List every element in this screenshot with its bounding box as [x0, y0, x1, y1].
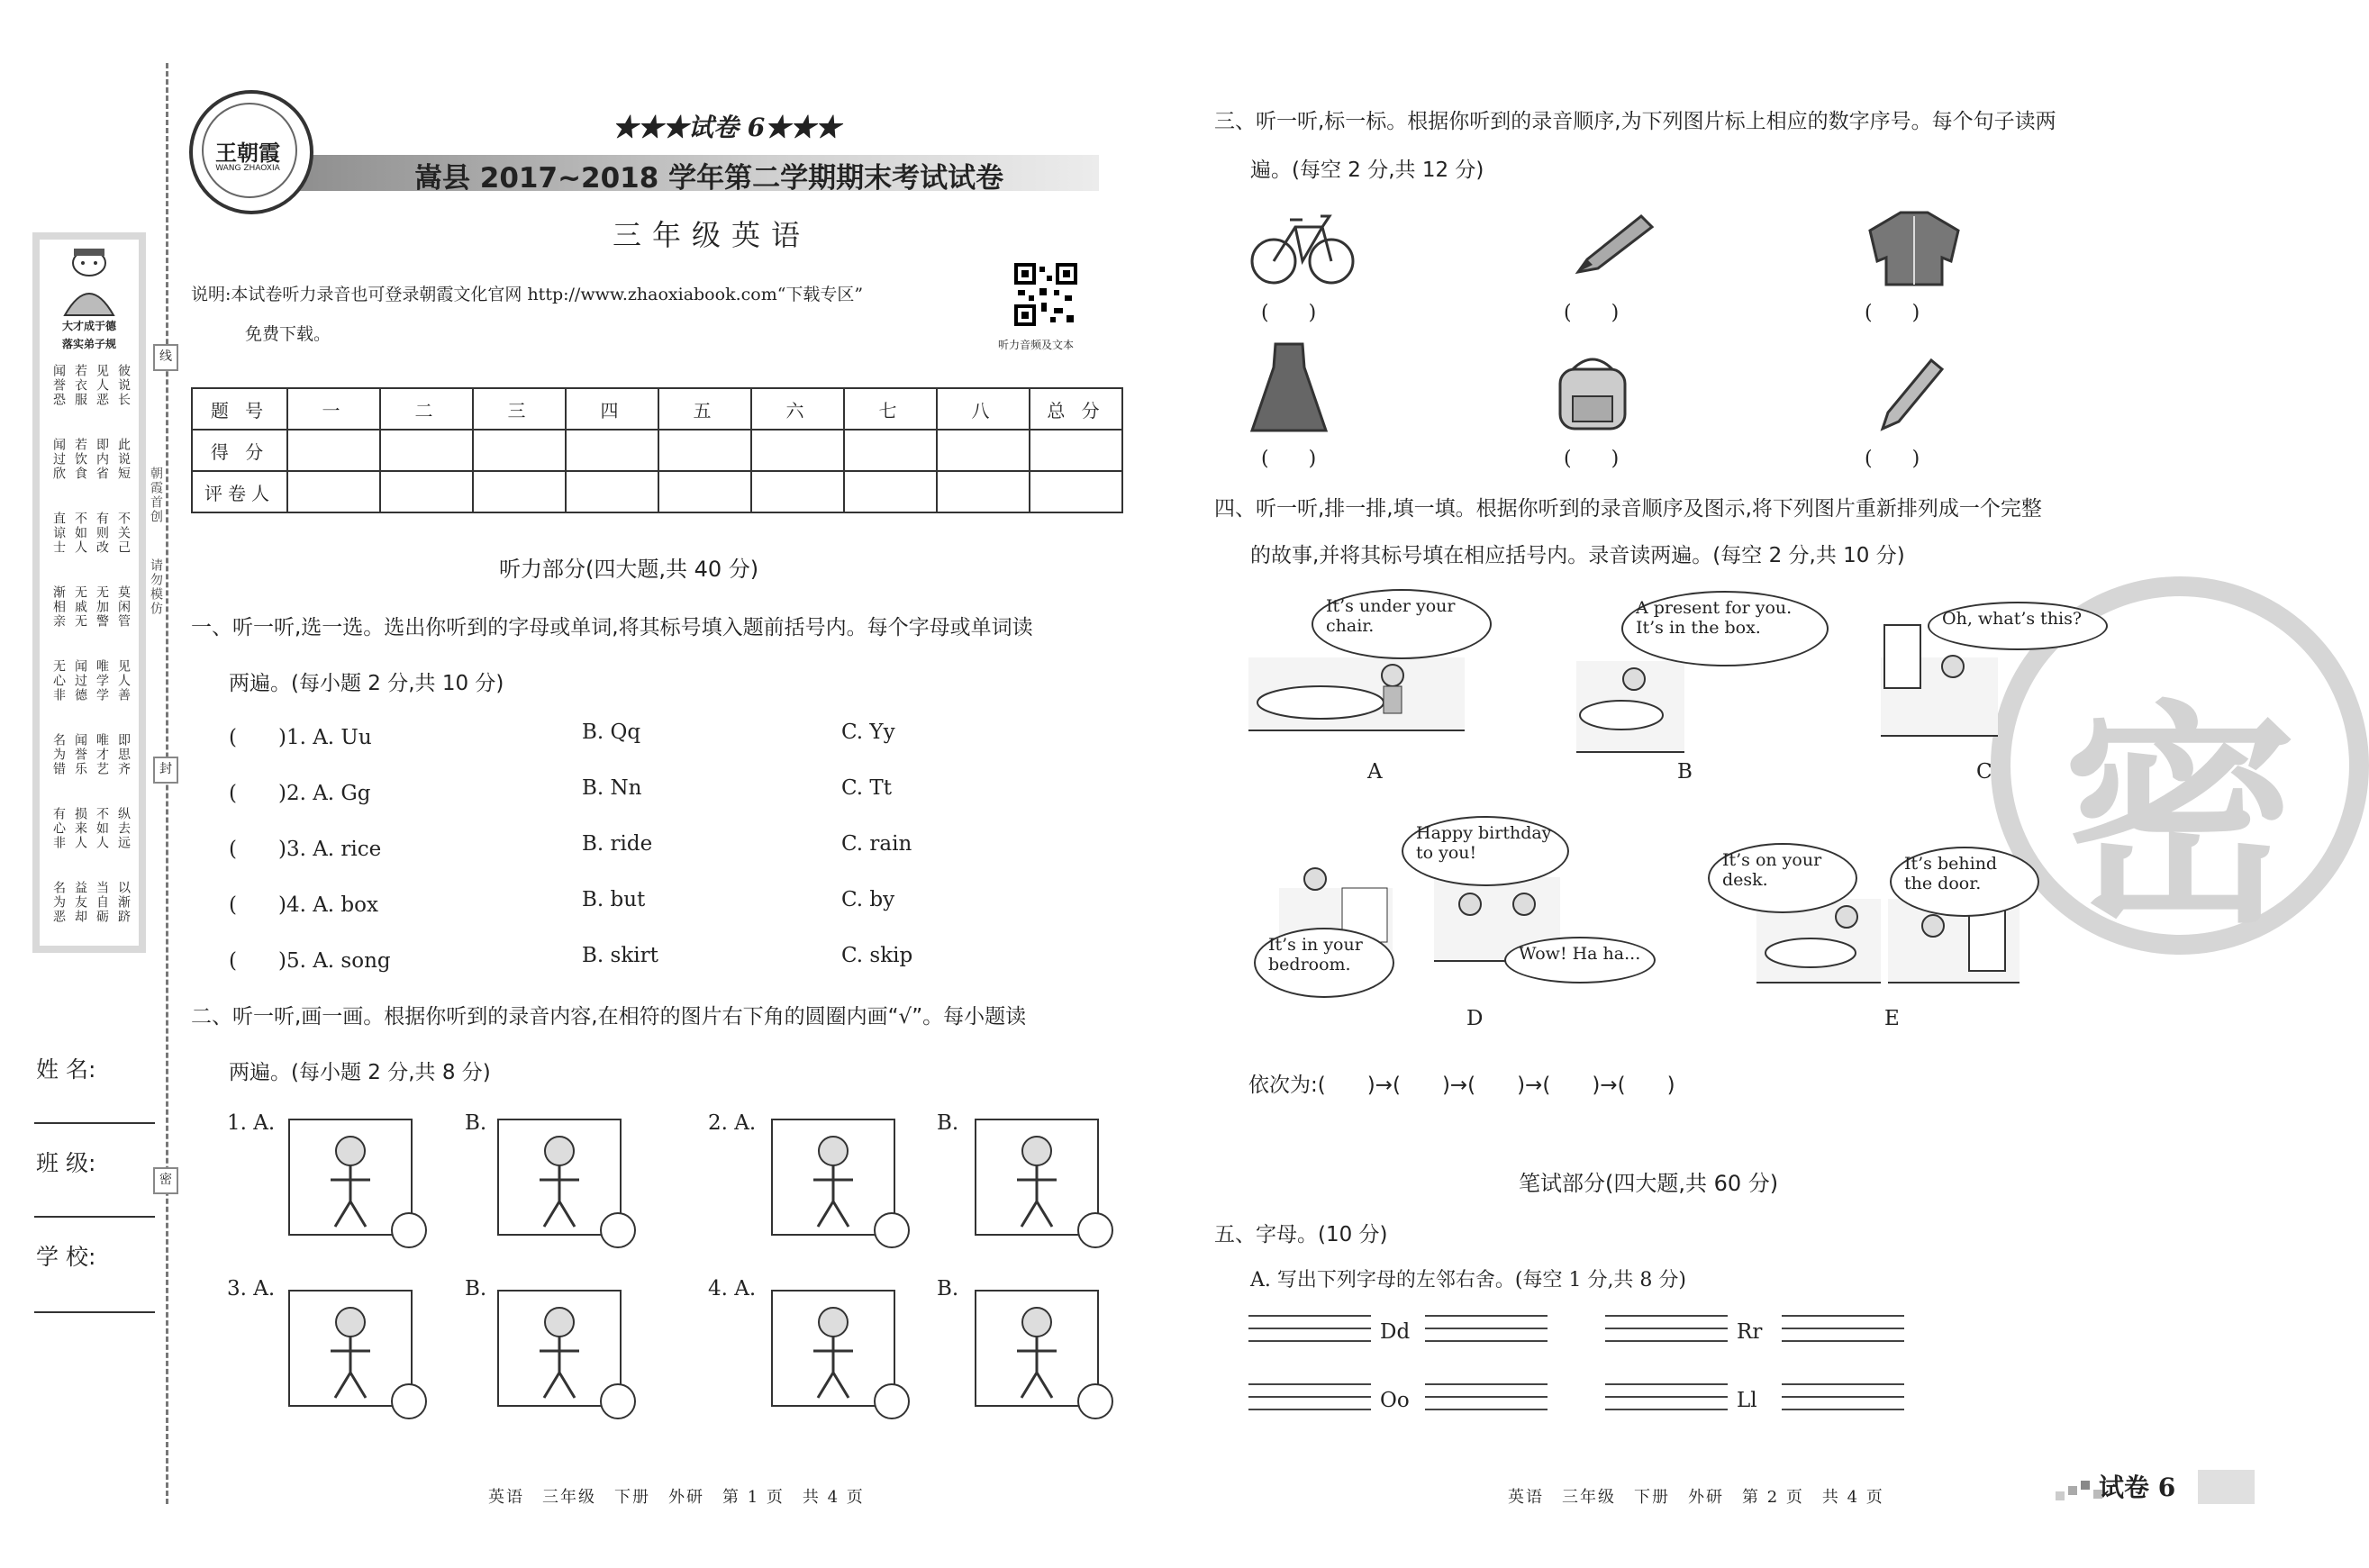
kids-snow-icon — [771, 1119, 895, 1236]
letter-blank-right[interactable] — [1782, 1383, 1904, 1385]
q2-answer-circle[interactable] — [1077, 1212, 1113, 1248]
q3-blank[interactable]: ( ) — [1865, 302, 1920, 324]
q1-option-b: B. ride — [582, 832, 653, 856]
q1-item-number[interactable]: ( )4. A. box — [229, 893, 378, 917]
score-cell[interactable] — [566, 430, 658, 471]
q2-picture-label: 2. A. — [708, 1111, 757, 1135]
score-cell[interactable] — [473, 430, 566, 471]
sidebar-verse-column: 有则改 — [95, 512, 109, 555]
letter-prompt: Dd — [1380, 1320, 1411, 1344]
q3-instruction: 三、听一听,标一标。根据你听到的录音顺序,为下列图片标上相应的数字序号。每个句子读两 — [1214, 110, 2056, 133]
brand-sub: WANG ZHAOXIA — [215, 164, 280, 173]
q3-blank[interactable]: ( ) — [1564, 448, 1620, 470]
table-header-cell: 八 — [937, 388, 1030, 430]
q4-instruction: 四、听一听,排一排,填一填。根据你听到的录音顺序及图示,将下列图片重新排列成一个完整 — [1214, 497, 2042, 521]
sidebar-verse-column: 不如人 — [73, 512, 87, 555]
sidebar-verse-column: 闻誉乐 — [73, 733, 87, 776]
q2-picture-label: B. — [465, 1277, 487, 1301]
letter-blank-right[interactable] — [1425, 1315, 1548, 1317]
boy-ping-pong-icon — [497, 1290, 622, 1407]
paper-tag: ★★★试卷 6★★★ — [613, 113, 841, 142]
boy-kicking-ball-icon — [497, 1119, 622, 1236]
q3-blank[interactable]: ( ) — [1564, 302, 1620, 324]
bubble-e1: It’s on your desk. — [1708, 843, 1857, 913]
q2-picture-label: 1. A. — [227, 1111, 276, 1135]
letter-blank-left[interactable] — [1248, 1383, 1371, 1385]
letter-blank-right[interactable] — [1782, 1315, 1904, 1317]
q2-answer-circle[interactable] — [600, 1212, 636, 1248]
sidebar-verse-column: 直谅士 — [51, 512, 66, 555]
sidebar-verse-column: 纵去远 — [116, 807, 131, 850]
letter-blank-left[interactable] — [1248, 1328, 1371, 1329]
scene-label-a: A — [1367, 760, 1383, 784]
q2-answer-circle[interactable] — [600, 1383, 636, 1419]
sidebar-verse-column: 闻过欣 — [51, 438, 66, 481]
letter-blank-left[interactable] — [1248, 1409, 1371, 1410]
letter-blank-left[interactable] — [1605, 1409, 1728, 1410]
sidebar-verse-column: 若衣服 — [73, 364, 87, 407]
table-header-cell: 七 — [844, 388, 937, 430]
girl-snowman-icon — [975, 1119, 1099, 1236]
binding-dashed-line — [166, 63, 168, 1504]
grader-cell[interactable] — [1030, 471, 1122, 512]
bag-icon — [1546, 353, 1639, 434]
score-cell[interactable] — [287, 430, 380, 471]
sidebar-verse-column: 名为恶 — [51, 881, 66, 924]
table-header-cell: 六 — [751, 388, 844, 430]
vertical-note: 朝霞首创 — [149, 467, 163, 524]
q1-option-c: C. Tt — [841, 776, 892, 800]
bubble-d3: Wow! Ha ha... — [1504, 937, 1656, 983]
q1-option-b: B. Qq — [582, 721, 641, 744]
sidebar-verse-column: 不关己 — [116, 512, 131, 555]
listening-section-title: 听力部分(四大题,共 40 分) — [499, 557, 759, 582]
subject-title: 三年级英语 — [613, 218, 812, 252]
q1-option-b: B. skirt — [582, 944, 658, 967]
score-cell[interactable] — [380, 430, 473, 471]
sidebar-verse-column: 莫闲管 — [116, 585, 131, 629]
letter-blank-left[interactable] — [1248, 1396, 1371, 1398]
table-row — [192, 430, 1122, 471]
seal-char-seal: 封 — [153, 757, 178, 784]
letter-blank-right[interactable] — [1425, 1409, 1548, 1410]
q1-option-c: C. by — [841, 888, 895, 911]
sidebar-verse-column: 此说短 — [116, 438, 131, 481]
table-header-cell: 五 — [658, 388, 751, 430]
letter-blank-right[interactable] — [1425, 1328, 1548, 1329]
letter-blank-right[interactable] — [1425, 1340, 1548, 1342]
letter-blank-left[interactable] — [1605, 1340, 1728, 1342]
q3-blank[interactable]: ( ) — [1261, 302, 1317, 324]
grader-cell[interactable] — [566, 471, 658, 512]
score-table — [191, 387, 1123, 513]
motto-line: 大才成于德 — [61, 320, 116, 332]
q2-answer-circle[interactable] — [391, 1212, 427, 1248]
sidebar-verse-column: 无加警 — [95, 585, 109, 629]
sidebar-verse-column: 损来人 — [73, 807, 87, 850]
seal-char-line: 线 — [153, 344, 178, 371]
school-label: 学 校: — [36, 1244, 96, 1270]
bubble-d2: It’s in your bedroom. — [1254, 928, 1394, 998]
sidebar-verse-column: 名为错 — [51, 733, 66, 776]
letter-blank-left[interactable] — [1605, 1315, 1728, 1317]
sidebar-verse-column: 不如人 — [95, 807, 109, 850]
q1-option-b: B. but — [582, 888, 646, 911]
table-row-label: 得 分 — [192, 430, 287, 471]
sidebar-verse-column: 当自砺 — [95, 881, 109, 924]
sidebar-verse-column: 若饮食 — [73, 438, 87, 481]
grader-cell[interactable] — [937, 471, 1030, 512]
vertical-note: 请勿模仿 — [149, 558, 163, 616]
grader-cell[interactable] — [658, 471, 751, 512]
sidebar-verse-column: 唯才艺 — [95, 733, 109, 776]
grader-cell[interactable] — [380, 471, 473, 512]
bubble-b: A present for you. It’s in the box. — [1621, 591, 1829, 666]
sidebar-verse-column: 见人恶 — [95, 364, 109, 407]
sidebar-verse-column: 无心非 — [51, 659, 66, 702]
table-header-cell: 一 — [287, 388, 380, 430]
school-field[interactable] — [34, 1311, 155, 1313]
footer-page-2: 英语 三年级 下册 外研 第 2 页 共 4 页 — [1508, 1488, 1884, 1507]
letter-blank-right[interactable] — [1425, 1396, 1548, 1398]
table-header-cell: 四 — [566, 388, 658, 430]
table-row — [192, 471, 1122, 512]
class-label: 班 级: — [36, 1150, 96, 1176]
table-header-cell: 三 — [473, 388, 566, 430]
q2-instruction: 二、听一听,画一画。根据你听到的录音内容,在相符的图片右下角的圆圈内画“√”。每小题读 — [191, 1005, 1027, 1029]
q2-answer-circle[interactable] — [391, 1383, 427, 1419]
letter-blank-right[interactable] — [1782, 1409, 1904, 1410]
letter-blank-left[interactable] — [1605, 1396, 1728, 1398]
letter-blank-right[interactable] — [1782, 1396, 1904, 1398]
scene-label-b: B — [1677, 760, 1693, 784]
q3-blank[interactable]: ( ) — [1865, 448, 1920, 470]
q4-order-answer[interactable]: 依次为:( )→( )→( )→( )→( ) — [1248, 1074, 1675, 1097]
score-cell[interactable] — [1030, 430, 1122, 471]
q3-blank[interactable]: ( ) — [1261, 448, 1317, 470]
score-cell[interactable] — [658, 430, 751, 471]
q1-option-c: C. rain — [841, 832, 912, 856]
letter-prompt: Oo — [1380, 1389, 1410, 1412]
q1-option-c: C. Yy — [841, 721, 895, 744]
letter-blank-left[interactable] — [1605, 1328, 1728, 1329]
q1-instruction-cont: 两遍。(每小题 2 分,共 10 分) — [229, 672, 504, 695]
score-cell[interactable] — [751, 430, 844, 471]
table-row — [192, 388, 1122, 430]
class-field[interactable] — [34, 1216, 155, 1218]
letter-prompt: Ll — [1737, 1389, 1757, 1412]
corner-band — [2198, 1470, 2255, 1504]
bubble-a: It’s under your chair. — [1312, 589, 1492, 659]
writing-section-title: 笔试部分(四大题,共 60 分) — [1519, 1171, 1779, 1196]
watermark-seal-char: 密 — [2063, 683, 2297, 955]
q2-instruction-cont: 两遍。(每小题 2 分,共 8 分) — [229, 1061, 491, 1084]
letter-blank-right[interactable] — [1425, 1383, 1548, 1385]
table-header-cell: 总 分 — [1030, 388, 1122, 430]
table-header-cell: 题 号 — [192, 388, 287, 430]
letter-blank-left[interactable] — [1248, 1340, 1371, 1342]
letter-blank-left[interactable] — [1248, 1315, 1371, 1317]
bubble-c: Oh, what’s this? — [1928, 602, 2108, 650]
qr-code-icon[interactable] — [1014, 263, 1077, 326]
pen-icon — [1569, 209, 1659, 281]
q2-picture-label: 4. A. — [708, 1277, 757, 1301]
motto-line: 落实弟子规 — [61, 338, 116, 350]
score-cell[interactable] — [937, 430, 1030, 471]
scene-label-d: D — [1466, 1007, 1484, 1030]
grader-cell[interactable] — [751, 471, 844, 512]
table-row-label: 评卷人 — [192, 471, 287, 512]
q5a-instruction: A. 写出下列字母的左邻右舍。(每空 1 分,共 8 分) — [1250, 1269, 1687, 1292]
q2-picture-label: B. — [465, 1111, 487, 1135]
q3-instruction-cont: 遍。(每空 2 分,共 12 分) — [1250, 159, 1484, 182]
sidebar-motto — [41, 317, 137, 353]
sidebar-verse-column: 即内省 — [95, 438, 109, 481]
grader-cell[interactable] — [844, 471, 937, 512]
scholar-figure-icon — [47, 245, 132, 317]
sidebar-verses — [45, 364, 135, 940]
q1-option-c: C. skip — [841, 944, 913, 967]
scene-label-c: C — [1976, 760, 1992, 784]
sidebar-verse-column: 唯学学 — [95, 659, 109, 702]
sidebar-verse-column: 闻誉恐 — [51, 364, 66, 407]
q1-item-number[interactable]: ( )2. A. Gg — [229, 782, 371, 805]
sidebar-verse-column: 以渐跻 — [116, 881, 131, 924]
qr-caption: 听力音频及文本 — [998, 339, 1075, 351]
brand-name: 王朝霞 — [215, 140, 280, 166]
bubble-d1: Happy birthday to you! — [1402, 816, 1569, 886]
footer-page-1: 英语 三年级 下册 外研 第 1 页 共 4 页 — [488, 1488, 865, 1507]
instructions-note: 说明:本试卷听力录音也可登录朝霞文化官网 http://www.zhaoxiabook.com“下载专区” — [191, 285, 864, 304]
exam-title: 嵩县 2017~2018 学年第二学期期末考试试卷 — [414, 162, 1004, 195]
boy-fishing-icon — [288, 1290, 413, 1407]
q5-title: 五、字母。(10 分) — [1214, 1223, 1388, 1246]
bicycle-icon — [1248, 200, 1357, 290]
q2-answer-circle[interactable] — [1077, 1383, 1113, 1419]
grader-cell[interactable] — [287, 471, 380, 512]
q1-item-number[interactable]: ( )3. A. rice — [229, 838, 382, 861]
instructions-note-cont: 免费下载。 — [245, 324, 331, 344]
corner-paper-tag: 试卷 6 — [2099, 1473, 2176, 1502]
sidebar-verse-column: 见人善 — [116, 659, 131, 702]
name-field[interactable] — [34, 1122, 155, 1124]
letter-blank-right[interactable] — [1782, 1340, 1904, 1342]
dress-icon — [1248, 340, 1330, 434]
q1-item-number[interactable]: ( )1. A. Uu — [229, 726, 372, 749]
scene-label-e: E — [1884, 1007, 1900, 1030]
sidebar-verse-column: 渐相亲 — [51, 585, 66, 629]
seal-char-secret: 密 — [153, 1167, 178, 1194]
letter-prompt: Rr — [1737, 1320, 1763, 1344]
sidebar-verse-column: 即思齐 — [116, 733, 131, 776]
pencil-icon — [1874, 353, 1946, 434]
q4-instruction-cont: 的故事,并将其标号填在相应括号内。录音读两遍。(每空 2 分,共 10 分) — [1250, 544, 1905, 567]
q1-option-b: B. Nn — [582, 776, 642, 800]
name-label: 姓 名: — [36, 1056, 96, 1083]
q2-answer-circle[interactable] — [874, 1212, 910, 1248]
jacket-icon — [1865, 207, 1964, 288]
bubble-e2: It’s behind the door. — [1890, 847, 2039, 917]
sidebar-verse-column: 彼说长 — [116, 364, 131, 407]
sidebar-verse-column: 有心非 — [51, 807, 66, 850]
score-cell[interactable] — [844, 430, 937, 471]
sidebar-verse-column: 无戚无 — [73, 585, 87, 629]
letter-blank-left[interactable] — [1605, 1383, 1728, 1385]
q2-answer-circle[interactable] — [874, 1383, 910, 1419]
q1-instruction: 一、听一听,选一选。选出你听到的字母或单词,将其标号填入题前括号内。每个字母或单词读 — [191, 616, 1033, 639]
q1-item-number[interactable]: ( )5. A. song — [229, 949, 391, 973]
boy-with-ball-icon — [288, 1119, 413, 1236]
grader-cell[interactable] — [473, 471, 566, 512]
sidebar-verse-column: 闻过德 — [73, 659, 87, 702]
q2-picture-label: 3. A. — [227, 1277, 276, 1301]
kite-icon — [771, 1290, 895, 1407]
q2-picture-label: B. — [937, 1277, 959, 1301]
girl-skating-icon — [975, 1290, 1099, 1407]
sidebar-verse-column: 益友却 — [73, 881, 87, 924]
letter-blank-right[interactable] — [1782, 1328, 1904, 1329]
table-header-cell: 二 — [380, 388, 473, 430]
q2-picture-label: B. — [937, 1111, 959, 1135]
